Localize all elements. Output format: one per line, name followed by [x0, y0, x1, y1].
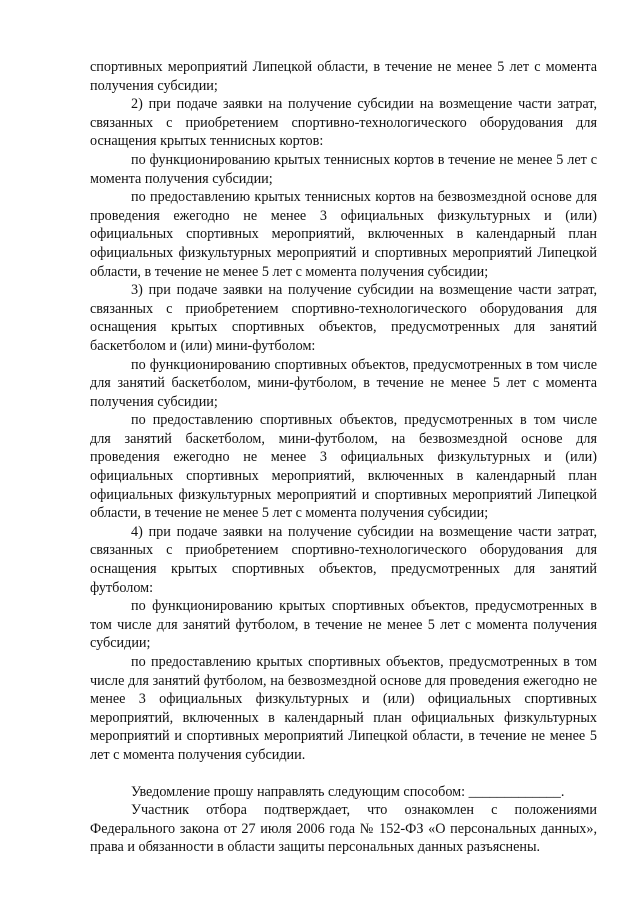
- notification-method-paragraph: Уведомление прошу направлять следующим способом: _____________.: [131, 783, 565, 800]
- paragraph-item-3-free-provision: по предоставлению спортивных объектов, предусмотренных в том числе для занятий баскетболом, мини-футболом, на безвозмездной основе для проведения ежегодно не менее 3 официальных физкультурных и (или) официальных спортивных мероприятий, включенных в календарный план официальных физкультурных мероприятий и спортивных мероприятий Липецкой области, в течение не менее 5 лет с момента получения субсидии;: [90, 412, 597, 522]
- paragraph-item-3: 3) при подаче заявки на получение субсидии на возмещение части затрат, связанных с приобретением спортивно-технологического оборудования для оснащения крытых спортивных объектов, предусмотренных для занятий баскетболом и (или) мини-футболом:: [90, 282, 597, 354]
- paragraph-item-3-functioning: по функционированию спортивных объектов, предусмотренных в том числе для занятий баскетболом, мини-футболом, в течение не менее 5 лет с момента получения субсидии;: [90, 356, 597, 410]
- paragraph-item-2-free-provision: по предоставлению крытых теннисных кортов на безвозмездной основе для проведения ежегодно не менее 3 официальных физкультурных и (или) официальных спортивных мероприятий, включенных в календарный план официальных физкультурных мероприятий и спортивных мероприятий Липецкой области, в течение не менее 5 лет с момента получения субсидии;: [90, 189, 597, 280]
- paragraph-gap: [90, 765, 597, 783]
- paragraph-item-4-functioning: по функционированию крытых спортивных объектов, предусмотренных в том числе для занятий футболом, в течение не менее 5 лет с момента получения субсидии;: [90, 598, 597, 652]
- paragraph-item-4: 4) при подаче заявки на получение субсидии на возмещение части затрат, связанных с приобретением спортивно-технологического оборудования для оснащения крытых спортивных объектов, предусмотренных для занятий футболом:: [90, 523, 597, 596]
- paragraph-item-4-free-provision: по предоставлению крытых спортивных объектов, предусмотренных в том числе для занятий футболом, на безвозмездной основе для проведения ежегодно не менее 3 официальных физкультурных и (или) официальных спортивных мероприятий, включенных в календарный план официальных физкультурных мероприятий и спортивных мероприятий Липецкой области, в течение не менее 5 лет с момента получения субсидии.: [90, 654, 597, 763]
- document-page: [90, 58, 597, 857]
- paragraph-continuation: спортивных мероприятий Липецкой области, в течение не менее 5 лет с момента получения субсидии;: [90, 59, 597, 94]
- paragraph-item-2-functioning: по функционированию крытых теннисных кортов в течение не менее 5 лет с момента получения субсидии;: [90, 151, 597, 187]
- personal-data-consent-paragraph: Участник отбора подтверждает, что ознакомлен с положениями Федерального закона от 27 июля 2006 года № 152-ФЗ «О персональных данных», права и обязанности в области защиты персональных данных разъяснены.: [90, 802, 597, 856]
- paragraph-item-2: 2) при подаче заявки на получение субсидии на возмещение части затрат, связанных с приобретением спортивно-технологического оборудования для оснащения крытых теннисных кортов:: [90, 96, 597, 150]
